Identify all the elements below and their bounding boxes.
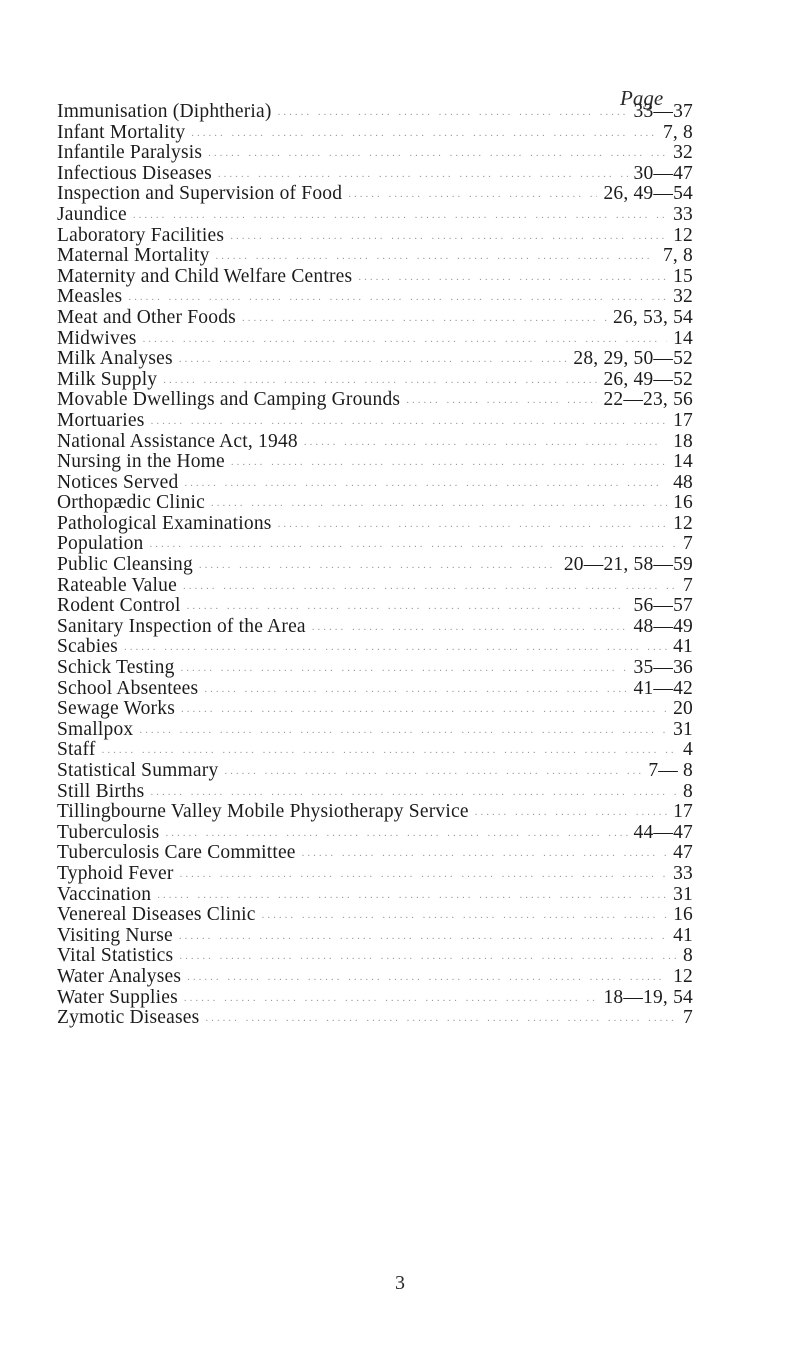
index-entry (57, 164, 693, 185)
index-entry (57, 1008, 693, 1029)
index-term: School Absentees (57, 677, 199, 699)
index-term: Orthopædic Clinic (57, 492, 206, 514)
dot-leader (216, 246, 657, 267)
index-term: Visiting Nurse (57, 924, 173, 946)
dot-leader (312, 617, 628, 638)
dot-leader (204, 679, 627, 700)
index-entry (57, 637, 693, 658)
index-pages: 48 (673, 471, 693, 493)
index-pages: 7 (683, 533, 693, 555)
index-entry (57, 349, 693, 370)
index-entry (57, 658, 693, 679)
index-entry (57, 699, 693, 720)
dot-leader (199, 555, 558, 576)
index-entry (57, 143, 693, 164)
dot-leader (278, 102, 628, 123)
index-term: Milk Supply (57, 368, 158, 390)
index-pages: 18—19, 54 (603, 986, 693, 1008)
index-pages: 7 (683, 574, 693, 596)
index-term: Rateable Value (57, 574, 177, 596)
index-term: Sewage Works (57, 698, 175, 720)
index-term: Nursing in the Home (57, 451, 225, 473)
dot-leader (187, 596, 628, 617)
index-entry (57, 287, 693, 308)
dot-leader (205, 1008, 677, 1029)
index-pages: 56—57 (633, 595, 693, 617)
index-entry (57, 617, 693, 638)
index-entry (57, 720, 693, 741)
dot-leader (191, 123, 657, 144)
index-term: Infantile Paralysis (57, 142, 203, 164)
index-entry (57, 411, 693, 432)
dot-leader (102, 740, 677, 761)
index-term: Immunisation (Diphtheria) (57, 101, 272, 122)
dot-leader (218, 164, 628, 185)
index-term: Still Births (57, 780, 145, 802)
dot-leader (184, 473, 667, 494)
index-entry (57, 493, 693, 514)
index-term: National Assistance Act, 1948 (57, 430, 298, 452)
index-entry (57, 514, 693, 535)
index-term: Notices Served (57, 471, 179, 493)
index-entry (57, 432, 693, 453)
index-pages: 28, 29, 50—52 (573, 348, 693, 370)
index-entry (57, 246, 693, 267)
index-entry (57, 555, 693, 576)
index-pages: 18 (673, 430, 693, 452)
index-term: Statistical Summary (57, 760, 219, 781)
index-term: Rodent Control (57, 595, 181, 617)
dot-leader (179, 349, 568, 370)
index-entry (57, 926, 693, 947)
index-pages: 22—23, 56 (603, 389, 693, 411)
index-pages: 33 (673, 862, 693, 884)
index-term: Milk Analyses (57, 348, 173, 370)
index-entry (57, 946, 693, 967)
dot-leader (133, 205, 667, 226)
index-entry (57, 576, 693, 597)
index-term: Movable Dwellings and Camping Grounds (57, 389, 401, 411)
index-entry (57, 473, 693, 494)
dot-leader (180, 864, 668, 885)
index-term: Mortuaries (57, 409, 145, 431)
dot-leader (150, 782, 677, 803)
index-term: Smallpox (57, 718, 134, 740)
index-entry (57, 534, 693, 555)
index-pages: 26, 53, 54 (613, 306, 693, 328)
index-term: Population (57, 533, 144, 555)
index-term: Midwives (57, 327, 137, 349)
index-term: Infectious Diseases (57, 162, 212, 184)
index-entry (57, 782, 693, 803)
index-pages: 8 (683, 780, 693, 802)
index-entry (57, 329, 693, 350)
dot-leader (143, 329, 667, 350)
index-entry (57, 452, 693, 473)
index-pages: 41 (673, 924, 693, 946)
index-pages: 26, 49—52 (603, 368, 693, 390)
index-pages: 32 (673, 286, 693, 308)
dot-leader (184, 988, 598, 1009)
index-pages: 33—37 (633, 101, 693, 122)
index-term: Infant Mortality (57, 121, 186, 143)
dot-leader (406, 390, 597, 411)
index-pages: 33 (673, 203, 693, 225)
index-entry (57, 102, 693, 123)
dot-leader (179, 926, 667, 947)
dot-leader (262, 905, 667, 926)
index-term: Tuberculosis (57, 821, 160, 843)
index-entry (57, 308, 693, 329)
index-term: Maternity and Child Welfare Centres (57, 265, 353, 287)
dot-leader (151, 411, 668, 432)
dot-leader (278, 514, 668, 535)
dot-leader (163, 370, 597, 391)
dot-leader (139, 720, 667, 741)
index-term: Water Analyses (57, 965, 182, 987)
index-pages: 7— 8 (648, 760, 693, 781)
dot-leader (230, 226, 667, 247)
index-pages: 31 (673, 883, 693, 905)
dot-leader (150, 534, 678, 555)
dot-leader (165, 823, 627, 844)
dot-leader (231, 452, 667, 473)
dot-leader (183, 576, 677, 597)
index-pages: 35—36 (633, 657, 693, 679)
index-pages: 17 (673, 409, 693, 431)
index-term: Vaccination (57, 883, 152, 905)
dot-leader (187, 967, 667, 988)
index-entry (57, 843, 693, 864)
dot-leader (181, 699, 667, 720)
index-pages: 31 (673, 718, 693, 740)
index-term: Tillingbourne Valley Mobile Physiotherapy Service (57, 801, 469, 823)
index-pages: 16 (673, 904, 693, 926)
index-entry (57, 184, 693, 205)
index-term: Typhoid Fever (57, 862, 174, 884)
index-entry (57, 370, 693, 391)
index-entry (57, 123, 693, 144)
index-pages: 30—47 (633, 162, 693, 184)
index-term: Vital Statistics (57, 945, 174, 967)
index-pages: 7 (683, 1007, 693, 1029)
index-pages: 20 (673, 698, 693, 720)
dot-leader (128, 287, 667, 308)
index-pages: 12 (673, 965, 693, 987)
index-entry (57, 596, 693, 617)
index-pages: 20—21, 58—59 (563, 554, 693, 576)
index-term: Schick Testing (57, 657, 175, 679)
index-pages: 32 (673, 142, 693, 164)
index-entry (57, 679, 693, 700)
index-pages: 4 (683, 739, 693, 761)
dot-leader (242, 308, 607, 329)
dot-leader (211, 493, 667, 514)
index-entry (57, 740, 693, 761)
index-entry (57, 802, 693, 823)
index-pages: 16 (673, 492, 693, 514)
dot-leader (348, 184, 597, 205)
dot-leader (358, 267, 667, 288)
dot-leader (475, 802, 667, 823)
index-term: Venereal Diseases Clinic (57, 904, 256, 926)
index-term: Meat and Other Foods (57, 306, 236, 328)
index-pages: 14 (673, 327, 693, 349)
index-entry (57, 905, 693, 926)
dot-leader (181, 658, 628, 679)
index-list (57, 102, 693, 1029)
dot-leader (304, 432, 667, 453)
index-entry (57, 267, 693, 288)
index-term: Zymotic Diseases (57, 1007, 200, 1029)
index-entry (57, 761, 693, 782)
index-term: Laboratory Facilities (57, 224, 225, 246)
dot-leader (208, 143, 667, 164)
page-number: 3 (395, 1272, 405, 1294)
index-pages: 12 (673, 512, 693, 534)
index-pages: 7, 8 (662, 121, 693, 143)
index-term: Public Cleansing (57, 554, 193, 576)
index-term: Inspection and Supervision of Food (57, 183, 343, 205)
index-entry (57, 864, 693, 885)
index-entry (57, 885, 693, 906)
index-pages: 8 (683, 945, 693, 967)
index-term: Measles (57, 286, 123, 308)
page-column-heading: Page (620, 86, 664, 110)
index-term: Scabies (57, 636, 118, 658)
index-entry (57, 988, 693, 1009)
index-term: Tuberculosis Care Committee (57, 842, 296, 864)
index-pages: 48—49 (633, 615, 693, 637)
index-pages: 7, 8 (662, 245, 693, 267)
index-pages: 41—42 (633, 677, 693, 699)
index-entry (57, 967, 693, 988)
index-entry (57, 205, 693, 226)
index-term: Maternal Mortality (57, 245, 210, 267)
index-pages: 14 (673, 451, 693, 473)
index-term: Staff (57, 739, 96, 761)
dot-leader (157, 885, 667, 906)
index-pages: 17 (673, 801, 693, 823)
index-term: Sanitary Inspection of the Area (57, 615, 306, 637)
index-entry (57, 390, 693, 411)
index-entry (57, 823, 693, 844)
dot-leader (179, 946, 677, 967)
index-pages: 15 (673, 265, 693, 287)
index-entry (57, 226, 693, 247)
index-term: Water Supplies (57, 986, 178, 1008)
index-pages: 26, 49—54 (603, 183, 693, 205)
index-pages: 47 (673, 842, 693, 864)
index-pages: 41 (673, 636, 693, 658)
index-term: Pathological Examinations (57, 512, 272, 534)
dot-leader (302, 843, 667, 864)
dot-leader (124, 637, 667, 658)
index-pages: 44—47 (633, 821, 693, 843)
dot-leader (224, 761, 642, 782)
index-term: Jaundice (57, 203, 127, 225)
index-pages: 12 (673, 224, 693, 246)
